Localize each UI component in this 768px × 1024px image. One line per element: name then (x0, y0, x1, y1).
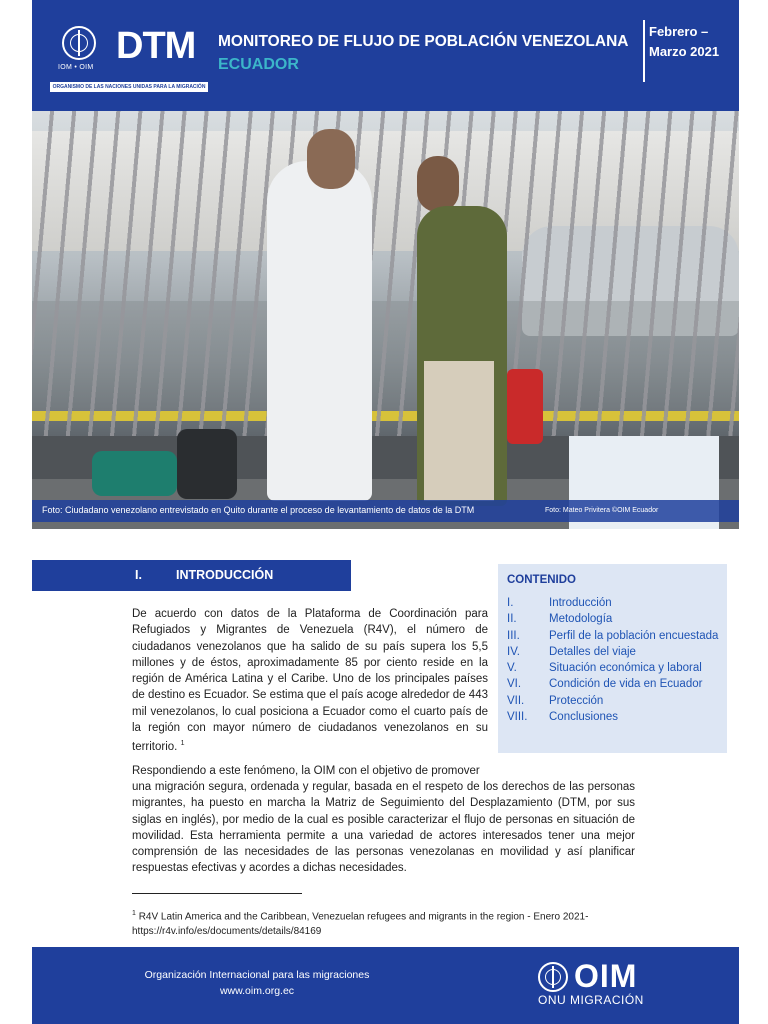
toc-item[interactable] (507, 709, 722, 725)
iom-oim-label: IOM • OIM (58, 64, 94, 71)
onu-migracion-label: ONU MIGRACIÓN (538, 993, 644, 1007)
report-date (649, 22, 734, 62)
toc-item[interactable] (507, 693, 722, 709)
photo-fence (32, 111, 739, 451)
toc-item-label: Metodología (549, 613, 613, 626)
toc-item-label: Perfil de la población encuestada (549, 629, 719, 642)
toc-item[interactable] (507, 628, 722, 644)
footer-org-name: Organización Internacional para las migraciones (144, 969, 370, 981)
toc-title: CONTENIDO (507, 574, 576, 586)
photo-person-migrant-head (417, 156, 459, 212)
header-divider (643, 20, 645, 82)
toc-item-label: Protección (549, 694, 604, 707)
toc-item-number: VIII. (507, 711, 528, 724)
toc-list (507, 595, 722, 725)
footnote-text: R4V Latin America and the Caribbean, Venezuelan refugees and migrants in the region - Enero 2021- https://r4v.info/es/documents/details/84169 (132, 911, 589, 938)
photo-person-migrant-pants (424, 361, 494, 501)
section-title: INTRODUCCIÓN (176, 568, 274, 582)
page-subtitle: ECUADOR (218, 56, 299, 73)
photo-caption: Foto: Ciudadano venezolano entrevistado en Quito durante el proceso de levantamiento de datos de la DTM (42, 505, 475, 515)
iom-logo (50, 18, 210, 92)
un-emblem-icon (62, 26, 96, 60)
date-line-2: Marzo 2021 (649, 44, 720, 59)
section-number: I. (135, 568, 142, 582)
intro-paragraph-1 (132, 606, 488, 756)
toc-item-number: VII. (507, 694, 525, 707)
toc-item-label: Introducción (549, 597, 612, 609)
photo-backpack (177, 429, 237, 499)
page-title: MONITOREO DE FLUJO DE POBLACIÓN VENEZOLANA (218, 33, 629, 50)
toc-item-label: Situación económica y laboral (549, 662, 702, 675)
intro-paragraph-2-first-line: Respondiendo a este fenómeno, la OIM con el objetivo de promover (132, 765, 480, 777)
footnote-ref[interactable]: 1 (180, 740, 185, 748)
toc-item-number: VI. (507, 678, 522, 691)
org-strip: ORGANISMO DE LAS NACIONES UNIDAS PARA LA MIGRACIÓN (50, 82, 208, 92)
toc-item[interactable] (507, 676, 722, 692)
photo-person-interviewer (267, 161, 372, 501)
table-of-contents (498, 564, 727, 753)
toc-item[interactable] (507, 611, 722, 627)
intro-paragraph-1-text: De acuerdo con datos de la Plataforma de Coordinación para Refugiados y Migrantes de Venezuela (R4V), el número de ciudadanos venezolanos que ha salido de su país supera los 5,5 millones y de éstos, aproximadamente 85 por ciento reside en la región de América Latina y el Caribe. Uno de los principales países de destino es Ecuador. Se estima que el país acoge alrededor de 443 mil venezolanos, lo cual posiciona a Ecuador como el cuarto país de la región con mayor número de ciudadanos venezolanos en su territorio. (132, 608, 488, 754)
oim-logo: OIM (574, 958, 638, 994)
toc-item-label: Detalles del viaje (549, 645, 636, 658)
footer-website-link[interactable]: www.oim.org.ec (219, 985, 295, 997)
photo-bag-green (92, 451, 177, 496)
toc-item[interactable] (507, 644, 722, 660)
un-emblem-footer-icon (538, 962, 568, 992)
dtm-logo: DTM (116, 25, 196, 67)
footnote-marker: 1 (132, 910, 136, 917)
toc-item-number: I. (507, 597, 514, 609)
toc-item[interactable] (507, 595, 722, 611)
toc-item[interactable] (507, 660, 722, 676)
photo-person-interviewer-head (307, 129, 355, 189)
photo-cooler (507, 369, 543, 444)
toc-item-label: Condición de vida en Ecuador (549, 678, 703, 691)
intro-paragraph-2: una migración segura, ordenada y regular, basada en el respeto de los derechos de las personas migrantes, ha puesto en marcha la Matriz de Seguimiento del Desplazamiento (DTM, por sus siglas en inglés), por medio de la cual es posible caracterizar el flujo de personas en situación de movilidad. Esta herramienta permite a una variedad de actores interesados tener una mejor comprensión de las necesidades de las personas venezolanas en movilidad y así planificar respuestas efectivas y acordes a dichas necesidades. (132, 781, 635, 875)
toc-item-label: Conclusiones (549, 711, 619, 724)
toc-item-number: V. (507, 662, 517, 675)
footnote (132, 906, 638, 939)
toc-item-number: II. (507, 613, 517, 626)
toc-item-number: IV. (507, 645, 521, 658)
footnote-divider (132, 893, 302, 894)
cover-photo (32, 111, 739, 529)
photo-credit: Foto: Mateo Privitera ©OIM Ecuador (545, 507, 659, 514)
date-line-1: Febrero – (649, 24, 709, 39)
toc-item-number: III. (507, 629, 520, 642)
